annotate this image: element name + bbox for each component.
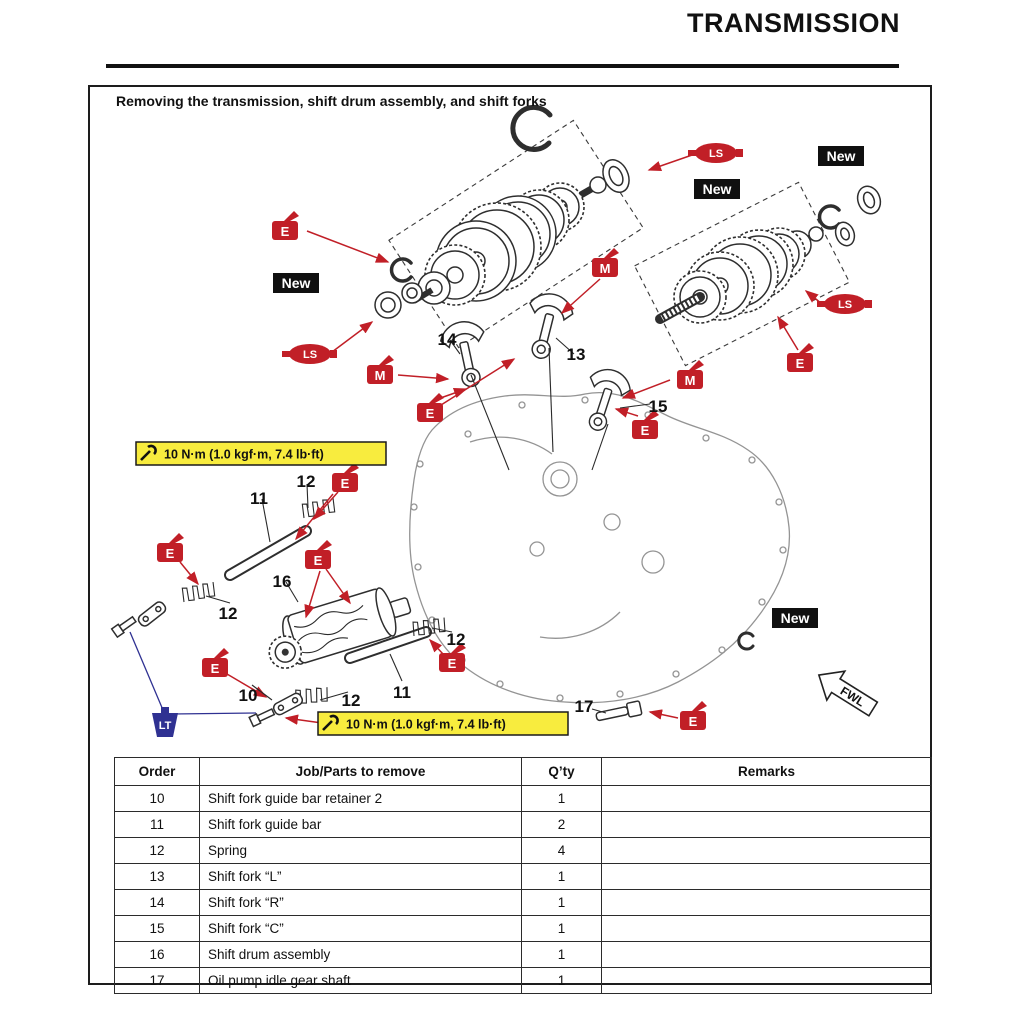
engine-oil-icon	[332, 463, 359, 492]
guide-bar-retainer-2	[272, 692, 304, 717]
callout-12: 12	[446, 630, 466, 649]
svg-text:E: E	[165, 546, 175, 561]
engine-oil-icon	[680, 701, 707, 730]
callout-12: 12	[218, 604, 238, 623]
cell-job: Shift fork guide bar	[200, 812, 522, 838]
cell-order: 14	[115, 890, 200, 916]
svg-text:LS: LS	[837, 299, 853, 311]
cell-order: 17	[115, 968, 200, 994]
cell-order: 10	[115, 786, 200, 812]
main-axle-assembly	[414, 177, 606, 305]
new-tag	[818, 146, 864, 166]
table-row	[115, 838, 932, 864]
svg-text:E: E	[340, 476, 350, 491]
svg-text:New: New	[780, 610, 810, 626]
cell-order: 15	[115, 916, 200, 942]
svg-text:E: E	[795, 356, 805, 371]
callout-11: 11	[393, 683, 411, 702]
col-job: Job/Parts to remove	[200, 758, 522, 786]
svg-text:E: E	[688, 714, 698, 729]
svg-text:LS: LS	[708, 148, 724, 160]
callout-16: 16	[272, 572, 292, 591]
header-rule	[106, 64, 899, 68]
callout-15: 15	[648, 397, 668, 416]
svg-text:E: E	[280, 224, 290, 239]
cell-job: Spring	[200, 838, 522, 864]
parts-table-wrap	[114, 757, 932, 994]
table-row	[115, 916, 932, 942]
page-title: TRANSMISSION	[686, 8, 900, 38]
retainer-bolt-2	[249, 707, 275, 726]
cell-remarks	[602, 968, 932, 994]
cell-qty: 1	[522, 968, 602, 994]
circlip-bottomright	[739, 633, 753, 649]
cell-remarks	[602, 942, 932, 968]
guide-bar-retainer-1	[136, 600, 167, 628]
svg-text:LS: LS	[302, 349, 318, 361]
parts-table	[114, 757, 932, 994]
retainer-bolt-1	[112, 615, 137, 637]
torque-callout-1	[136, 442, 386, 465]
col-qty: Q’ty	[522, 758, 602, 786]
cell-remarks	[602, 890, 932, 916]
loctite-lt-icon	[152, 707, 178, 737]
cell-qty: 2	[522, 812, 602, 838]
svg-text:10 N·m (1.0 kgf·m, 7.4 lb·ft): 10 N·m (1.0 kgf·m, 7.4 lb·ft)	[164, 447, 324, 462]
new-tag	[273, 273, 319, 293]
table-row	[115, 890, 932, 916]
svg-text:M: M	[374, 368, 386, 383]
callout-12: 12	[296, 472, 316, 491]
cell-job: Shift fork guide bar retainer 2	[200, 786, 522, 812]
loctite-lines	[130, 632, 256, 714]
svg-text:M: M	[684, 373, 696, 388]
spring-2	[178, 574, 219, 610]
svg-text:New: New	[281, 275, 311, 291]
cell-order: 16	[115, 942, 200, 968]
cell-remarks	[602, 838, 932, 864]
table-row	[115, 812, 932, 838]
callout-11: 11	[250, 489, 268, 508]
callout-14: 14	[437, 330, 457, 349]
callout-12: 12	[341, 691, 361, 710]
cell-order: 11	[115, 812, 200, 838]
shift-fork-r	[438, 318, 495, 391]
grease-ls-icon	[688, 143, 743, 163]
table-row	[115, 864, 932, 890]
bearing-left	[375, 292, 401, 318]
svg-text:New: New	[702, 181, 732, 197]
col-remarks: Remarks	[602, 758, 932, 786]
cell-order: 12	[115, 838, 200, 864]
molybdenum-oil-icon	[367, 355, 394, 384]
callout-17: 17	[574, 697, 594, 716]
svg-text:LT: LT	[158, 720, 172, 732]
cell-job: Shift drum assembly	[200, 942, 522, 968]
guide-bar-1	[230, 531, 306, 575]
svg-text:New: New	[826, 148, 856, 164]
content-box	[88, 85, 932, 988]
cell-qty: 1	[522, 786, 602, 812]
cell-qty: 1	[522, 864, 602, 890]
svg-text:10 N·m (1.0 kgf·m, 7.4 lb·ft): 10 N·m (1.0 kgf·m, 7.4 lb·ft)	[346, 717, 506, 732]
svg-text:E: E	[210, 661, 220, 676]
torque-callout-2	[318, 712, 568, 735]
spring-1	[298, 490, 339, 526]
engine-oil-icon	[787, 343, 814, 372]
cell-qty: 1	[522, 942, 602, 968]
molybdenum-oil-icon	[677, 360, 704, 389]
cell-job: Shift fork “R”	[200, 890, 522, 916]
bearing-topright	[832, 220, 857, 249]
svg-text:E: E	[640, 423, 650, 438]
exploded-diagram	[90, 87, 930, 755]
figure-caption: Removing the transmission, shift drum assembly, and shift forks	[116, 93, 547, 109]
shift-drum-assembly	[260, 581, 416, 672]
table-row	[115, 942, 932, 968]
fwl-arrow	[810, 661, 882, 724]
engine-oil-icon	[157, 533, 184, 562]
cell-job: Shift fork “C”	[200, 916, 522, 942]
cell-qty: 4	[522, 838, 602, 864]
circlip-top	[513, 107, 550, 149]
engine-oil-icon	[305, 540, 332, 569]
engine-oil-icon	[202, 648, 229, 677]
cell-job: Shift fork “L”	[200, 864, 522, 890]
cell-order: 13	[115, 864, 200, 890]
cell-remarks	[602, 786, 932, 812]
table-row	[115, 968, 932, 994]
col-order: Order	[115, 758, 200, 786]
grease-ls-icon	[282, 344, 337, 364]
washer-topright	[854, 183, 884, 217]
crankcase	[410, 393, 790, 703]
cell-job: Oil pump idle gear shaft	[200, 968, 522, 994]
new-tag	[772, 608, 818, 628]
circlip-topright	[820, 206, 839, 228]
cell-qty: 1	[522, 890, 602, 916]
molybdenum-oil-icon	[592, 248, 619, 277]
shift-fork-c	[575, 364, 634, 436]
svg-text:E: E	[425, 406, 435, 421]
table-row	[115, 786, 932, 812]
svg-text:FWL: FWL	[837, 683, 868, 710]
callout-10: 10	[238, 686, 258, 705]
table-header-row	[115, 758, 932, 786]
engine-oil-icon	[272, 211, 299, 240]
cell-remarks	[602, 916, 932, 942]
grease-ls-icon	[817, 294, 872, 314]
cell-remarks	[602, 864, 932, 890]
svg-text:M: M	[599, 261, 611, 276]
cell-qty: 1	[522, 916, 602, 942]
callout-13: 13	[566, 345, 586, 364]
washer-left	[402, 283, 422, 303]
cell-remarks	[602, 812, 932, 838]
svg-text:E: E	[447, 656, 457, 671]
engine-oil-icon	[417, 393, 444, 422]
new-tag	[694, 179, 740, 199]
svg-text:E: E	[313, 553, 323, 568]
